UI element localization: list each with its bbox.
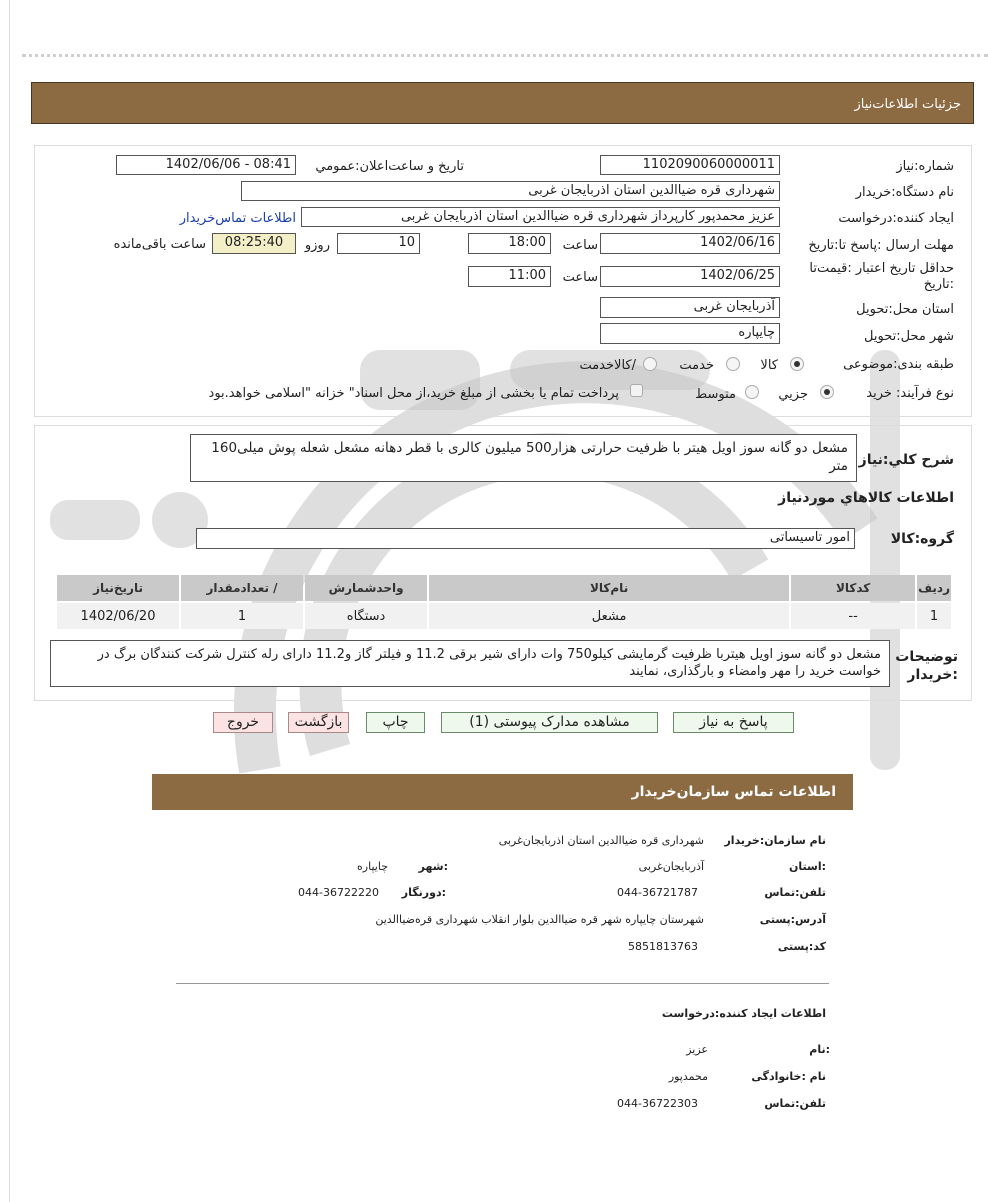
creator-field: عزیز محمدپور کارپرداز شهرداری قره ضیاالدین استان اذربایجان غربی	[301, 207, 780, 227]
category-goods-radio[interactable]	[790, 357, 804, 371]
announce-label: تاریخ و ساعت‌اعلان:عمومي	[315, 159, 464, 174]
contact-postal-value: 5851813763	[628, 940, 698, 953]
goods-info-title: اطلاعات کالاهاي مورد‌نیاز	[778, 490, 954, 506]
category-both-radio[interactable]	[643, 357, 657, 371]
contact-fax-label: :دورنگار	[401, 886, 446, 899]
creator-phone-value: 044-36722303	[617, 1097, 698, 1110]
process-medium-radio[interactable]	[745, 385, 759, 399]
col-unit: واحدشمارش	[305, 575, 427, 601]
province-label: استان محل:تحویل	[856, 302, 954, 317]
cell-goods-code: --	[791, 603, 915, 629]
validity-time-field: 11:00	[468, 266, 551, 287]
city-label: شهر محل:تحویل	[864, 329, 954, 344]
city-field: چایپاره	[600, 323, 780, 344]
buyer-org-field: شهرداری قره ضیاالدین استان اذربایجان غربی	[241, 181, 780, 201]
buyer-notes-field: مشعل دو گانه سوز اویل هیتربا ظرفیت گرمایشی کیلو750 وات دارای شیر برقی 11.2 و فیلتر گاز و11.2 دارای رله کنترل شرکت کنندگان برگ در خواست خرید را مهر وامضاء و بارگذاری، نمایند	[50, 640, 890, 687]
buyer-contact-title: اطلاعات تماس سازمان‌خریدار	[631, 784, 836, 800]
remaining-label: ساعت باقی‌مانده	[113, 237, 206, 252]
days-label: روزو	[304, 238, 330, 253]
contact-fax-value: 044-36722220	[298, 886, 379, 899]
deadline-label: مهلت ارسال :پاسخ تا:تاریخ	[808, 238, 954, 253]
category-service-label: خدمت	[679, 358, 714, 373]
general-desc-label: شرح کلي:نیاز	[858, 452, 954, 468]
deadline-time-field: 18:00	[468, 233, 551, 254]
exit-button[interactable]: خروج	[213, 712, 273, 733]
contact-divider	[176, 983, 829, 984]
table-row	[57, 603, 951, 629]
buyer-contact-header	[152, 774, 853, 810]
contact-phone-value: 044-36721787	[617, 886, 698, 899]
goods-table-header	[57, 575, 951, 601]
col-goods-name: نام‌کالا	[429, 575, 789, 601]
announce-field: 1402/06/06 - 08:41	[116, 155, 296, 175]
creator-info-title: اطلاعات ایجاد کننده:درخواست	[661, 1007, 826, 1020]
col-goods-code: کدکالا	[791, 575, 915, 601]
contact-address-label: آدرس:پستی	[759, 913, 826, 926]
contact-phone-label: تلفن:تماس	[764, 886, 826, 899]
contact-province-label: :استان	[789, 860, 826, 873]
buyer-contact-link[interactable]: اطلاعات تماس‌خریدار	[179, 211, 296, 226]
deadline-date-field: 1402/06/16	[600, 233, 780, 254]
category-both-label: /کالاخدمت	[579, 358, 636, 373]
treasury-payment-label: پرداخت تمام یا بخشی از مبلغ خرید،از محل اسناد" خزانه "اسلامی خواهد.بود	[208, 386, 619, 401]
buyer-notes-label: توضیحات :خریدار	[895, 649, 958, 683]
creator-family-label: نام :خانوادگی	[751, 1070, 826, 1083]
process-partial-radio[interactable]	[820, 385, 834, 399]
cell-need-date: 1402/06/20	[57, 603, 179, 629]
top-dotted-divider	[22, 54, 988, 57]
cell-goods-name: مشعل	[429, 603, 789, 629]
col-row-number: ردیف	[917, 575, 951, 601]
validity-hour-label: ساعت	[562, 270, 598, 285]
cell-quantity: 1	[181, 603, 303, 629]
buyer-org-label: نام دستگاه:خریدار	[855, 185, 954, 200]
need-number-field: 1102090060000011	[600, 155, 780, 175]
process-medium-label: متوسط	[695, 387, 736, 402]
validity-label: حداقل تاریخ اعتبار :قیمت‌تا :تاریخ	[809, 261, 954, 292]
deadline-hour-label: ساعت	[562, 238, 598, 253]
back-button[interactable]: بازگشت	[288, 712, 349, 733]
contact-city-label: :شهر	[418, 860, 448, 873]
page-header-bar	[31, 82, 974, 124]
cell-row-number: 1	[917, 603, 951, 629]
process-label: نوع فرآیند: خرید	[866, 386, 954, 401]
page-left-border	[9, 0, 10, 1202]
goods-table	[55, 573, 953, 631]
contact-postal-label: کد:پستی	[777, 940, 826, 953]
need-number-label: شماره:نیاز	[896, 159, 954, 174]
col-quantity: / تعدادمقدار	[181, 575, 303, 601]
creator-name-value: عزیز	[686, 1043, 708, 1056]
print-button[interactable]: چاپ	[366, 712, 425, 733]
validity-date-field: 1402/06/25	[600, 266, 780, 287]
contact-address-value: شهرستان چایپاره شهر قره ضیاالدین بلوار انقلاب شهرداری قره‌ضیاالدین	[375, 913, 704, 926]
goods-group-field: امور تاسیساتی	[196, 528, 855, 549]
goods-group-label: گروه:کالا	[890, 531, 954, 547]
category-goods-label: کالا	[760, 358, 778, 373]
category-label: طبقه بندی:موضوعی	[843, 357, 954, 372]
creator-name-label: :نام	[809, 1043, 830, 1056]
col-need-date: تاریخ‌نیاز	[57, 575, 179, 601]
province-field: آذربایجان غربی	[600, 297, 780, 318]
treasury-payment-checkbox[interactable]	[630, 384, 643, 397]
contact-city-value: چایپاره	[357, 860, 388, 873]
contact-province-value: آذربایجان‌غربی	[638, 860, 704, 873]
process-partial-label: جزیي	[778, 387, 808, 402]
contact-org-label: نام سازمان:خریدار	[724, 834, 826, 847]
days-field: 10	[337, 233, 420, 254]
reply-to-need-button[interactable]: پاسخ به نیاز	[673, 712, 794, 733]
creator-family-value: محمدپور	[668, 1070, 708, 1083]
contact-org-value: شهرداری قره ضیاالدین استان اذربایجان‌غربی	[498, 834, 704, 847]
creator-label: ایجاد کننده:درخواست	[838, 211, 954, 226]
category-service-radio[interactable]	[726, 357, 740, 371]
creator-phone-label: تلفن:تماس	[764, 1097, 826, 1110]
cell-unit: دستگاه	[305, 603, 427, 629]
view-attachments-button[interactable]: مشاهده مدارک پیوستی (1)	[441, 712, 658, 733]
page-header-title: جزئیات اطلاعات‌نیاز	[854, 97, 961, 112]
general-desc-field: مشعل دو گانه سوز اویل هیتر با ظرفیت حرارتی هزار500 میلیون کالری با قطر دهانه مشعل شعله پوش میلی160 متر	[190, 434, 857, 482]
remaining-time-field: 08:25:40	[212, 233, 296, 254]
